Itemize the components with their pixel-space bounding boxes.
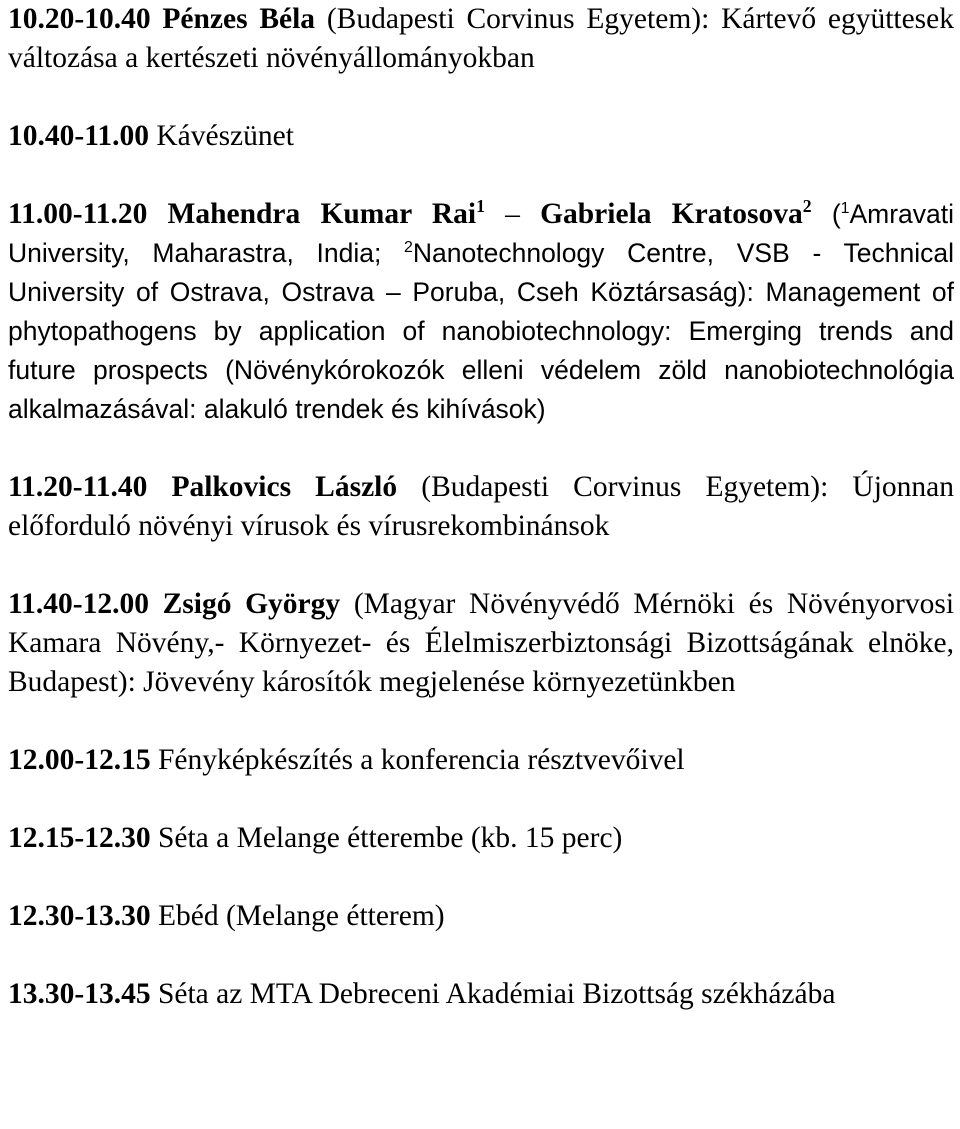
program-page (8, 0, 954, 1129)
entry-time: 11.40-12.00 (8, 588, 149, 620)
program-entry (8, 897, 954, 936)
affiliation-marker: 2 (802, 196, 812, 217)
entry-text: (Budapesti Corvinus Egyetem): Újonnan előforduló növényi vírusok és vírusrekombinánsok (8, 471, 954, 542)
entry-speaker (540, 198, 812, 230)
entry-text: Séta az MTA Debreceni Akadémiai Bizottság székházába (157, 978, 836, 1010)
entry-time: 10.20-10.40 (8, 3, 151, 35)
entry-text: (Magyar Növényvédő Mérnöki és Növényorvosi Kamara Növény,- Környezet- és Élelmiszerbiztonsági Bizottságának elnöke, Budapest): Jövevény károsítók megjelenése környezetünkben (8, 588, 954, 698)
program-entry (8, 585, 954, 702)
name-separator: – (505, 198, 520, 230)
affiliation-marker: 1 (476, 196, 485, 217)
program-entry (8, 975, 954, 1014)
program-entry (8, 117, 954, 156)
entry-time: 12.15-12.30 (8, 822, 151, 854)
speaker-name: Mahendra Kumar Rai (167, 198, 477, 230)
speaker-name: Gabriela Kratosova (540, 198, 803, 230)
entry-affiliation: ($^1$Amravati University, Maharastra, India; $^2$Nanotechnology Centre, VSB - Technical University of Ostrava, Ostrava – Poruba, Cseh Köztársaság): (8, 199, 954, 307)
entry-speaker: Pénzes Béla (162, 3, 316, 35)
entry-text: (Budapesti Corvinus Egyetem): Kártevő együttesek változása a kertészeti növényállományokban (8, 3, 954, 74)
entry-time: 12.00-12.15 (8, 744, 151, 776)
entry-title: Management of phytopathogens by application of nanobiotechnology: Emerging trends and future prospects (Növénykórokozók elleni védelem zöld nanobiotechnológia alkalmazásával: alakuló trendek és kihívások) (8, 277, 954, 424)
program-entry (8, 468, 954, 546)
program-entry (8, 0, 954, 78)
entry-time: 11.20-11.40 (8, 471, 148, 503)
affiliation-marker: 2 (404, 239, 413, 257)
program-entry (8, 819, 954, 858)
program-entry (8, 195, 954, 429)
program-entry (8, 741, 954, 780)
entry-time: 11.00-11.20 (8, 198, 148, 230)
entry-text: Séta a Melange étterembe (kb. 15 perc) (157, 822, 623, 854)
entry-time: 10.40-11.00 (8, 120, 149, 152)
entry-speaker: Palkovics László (171, 471, 398, 503)
entry-text: Ebéd (Melange étterem) (157, 900, 445, 932)
entry-text: Kávészünet (156, 120, 294, 152)
entry-text: Fényképkészítés a konferencia résztvevőivel (157, 744, 685, 776)
entry-time: 13.30-13.45 (8, 978, 151, 1010)
entry-speaker: Zsigó György (162, 588, 341, 620)
entry-time: 12.30-13.30 (8, 900, 151, 932)
affiliation-marker: 1 (840, 200, 850, 218)
entry-speaker (168, 198, 485, 230)
